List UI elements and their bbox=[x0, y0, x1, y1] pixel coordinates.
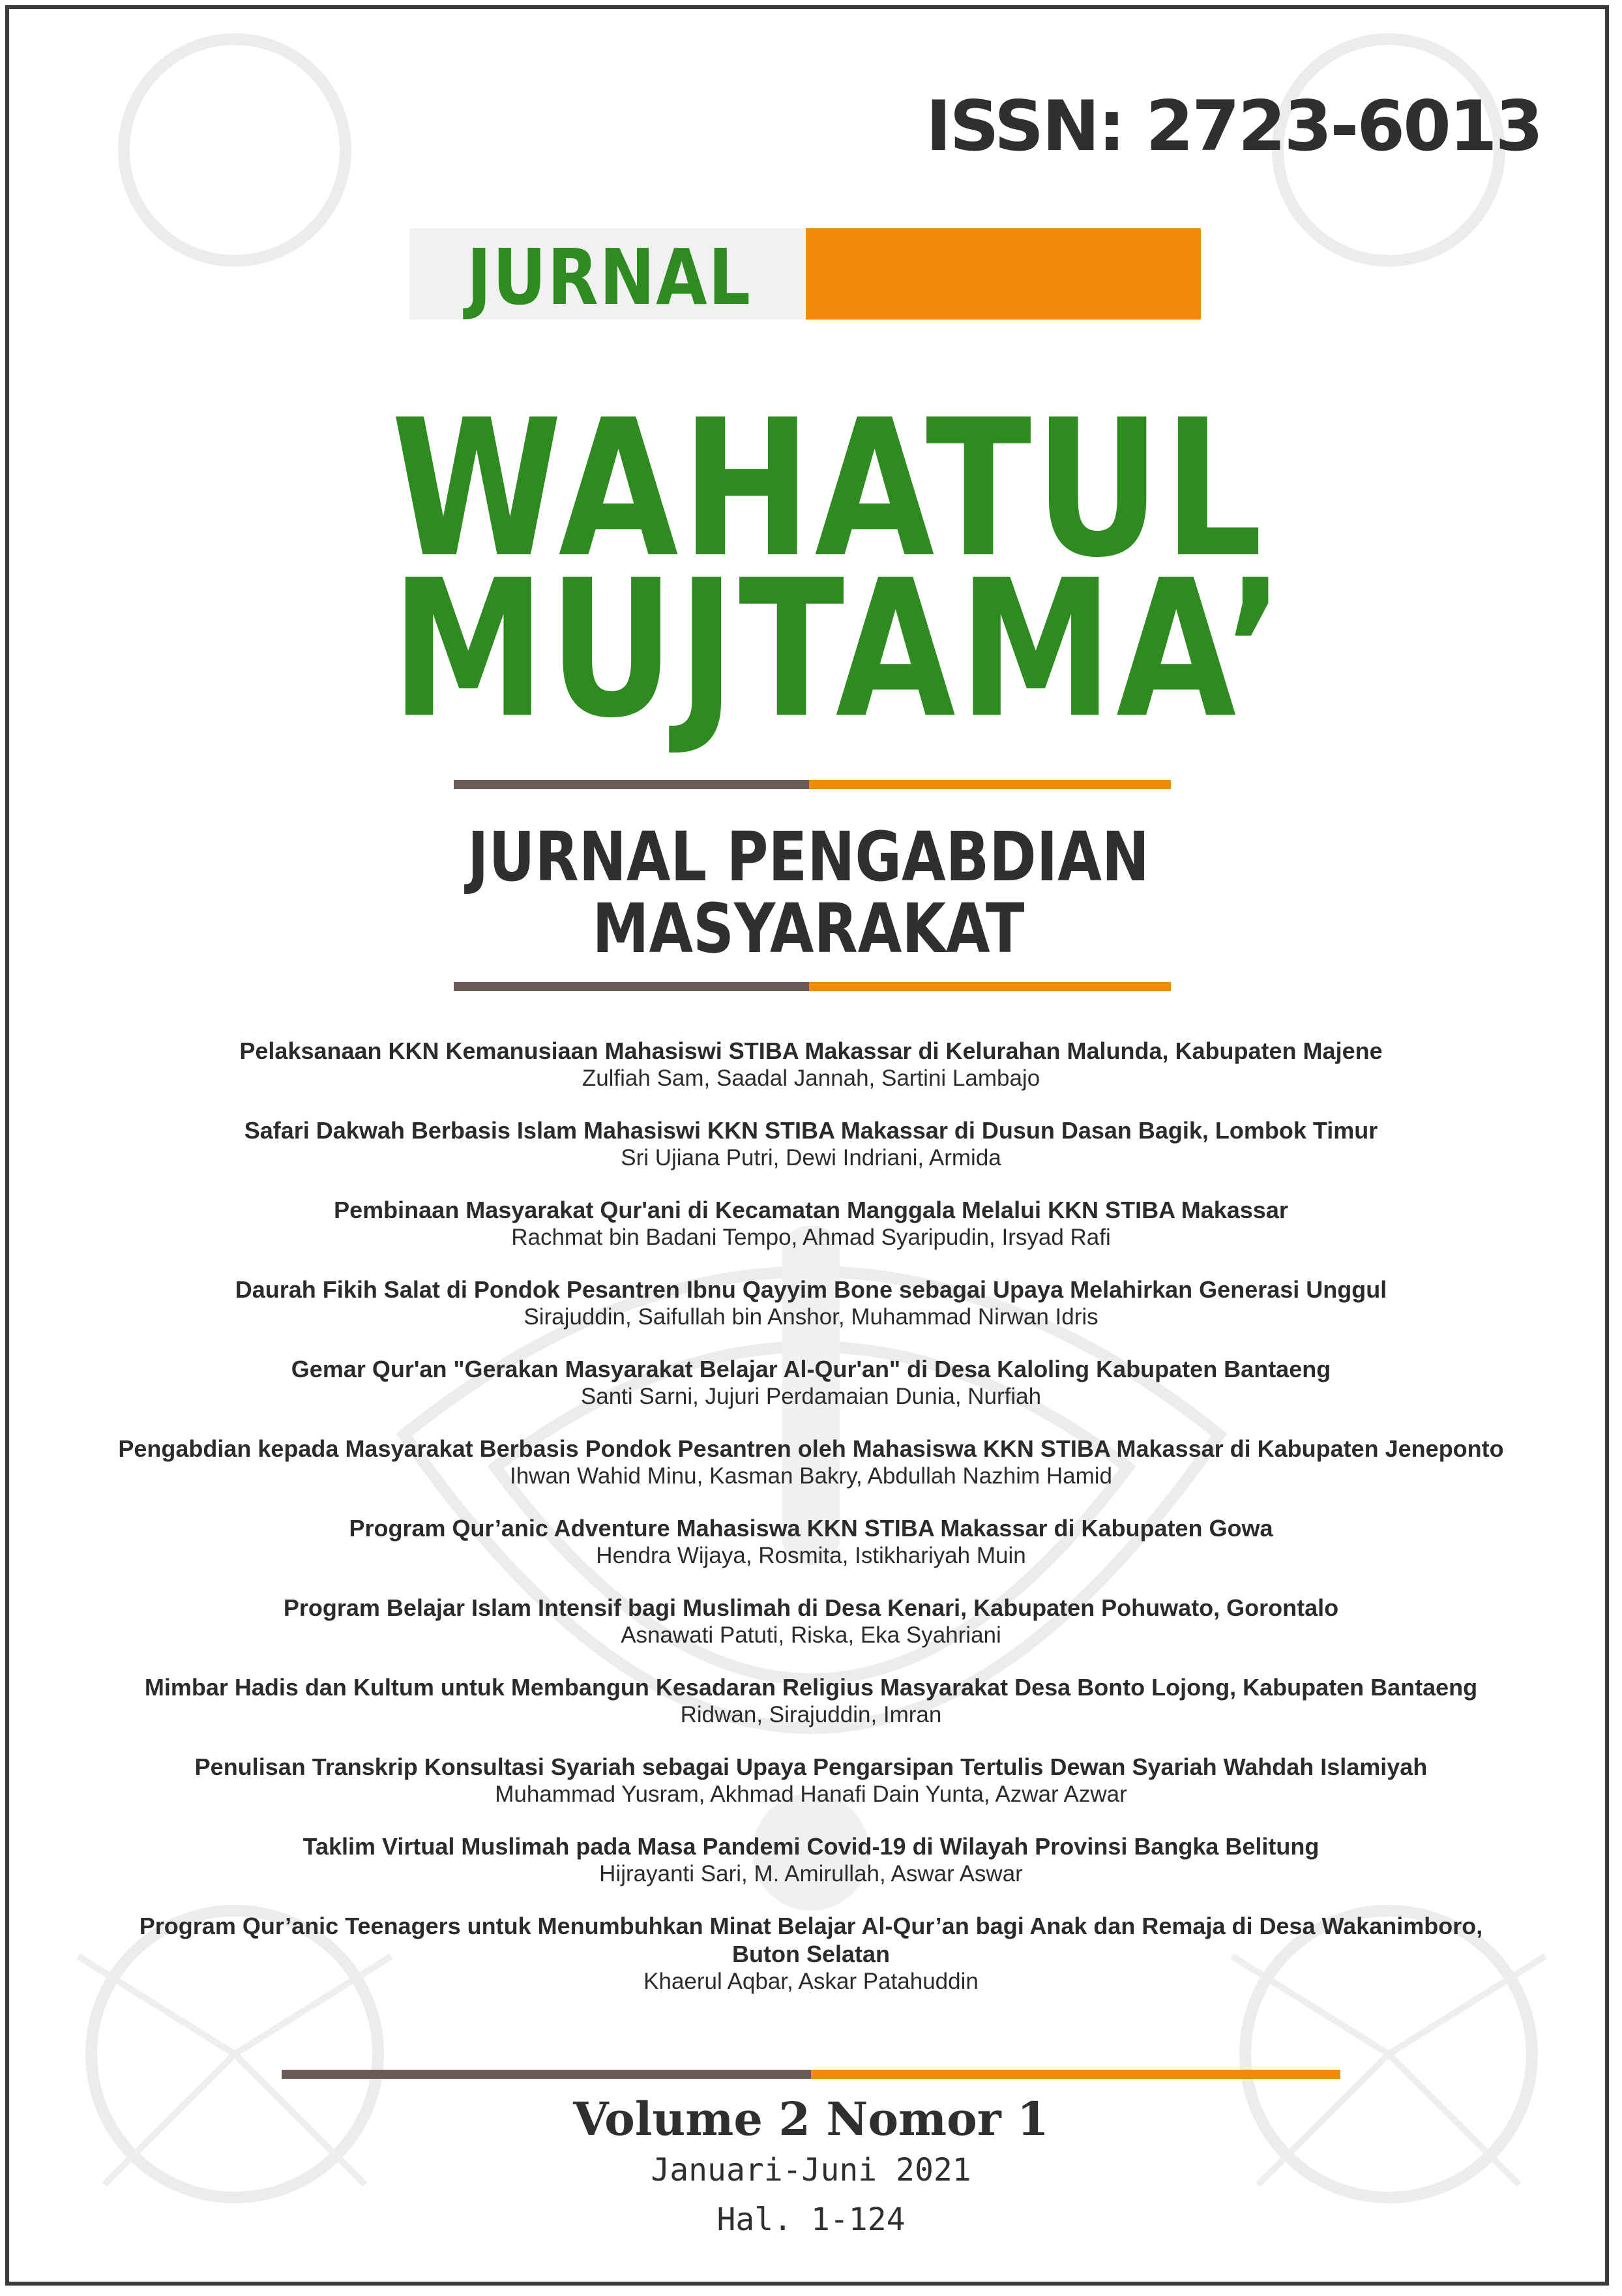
article-authors: Sri Ujiana Putri, Dewi Indriani, Armida bbox=[621, 1145, 1001, 1170]
article-authors: Ihwan Wahid Minu, Kasman Bakry, Abdullah Nazhim Hamid bbox=[509, 1463, 1112, 1489]
journal-title-line2: MUJTAMA’ bbox=[391, 540, 1288, 760]
article-list bbox=[39, 1037, 1583, 2020]
article-authors: Sirajuddin, Saifullah bin Anshor, Muhammad Nirwan Idris bbox=[523, 1304, 1099, 1330]
article-authors: Asnawati Patuti, Riska, Eka Syahriani bbox=[621, 1622, 1001, 1648]
article-authors: Khaerul Aqbar, Askar Patahuddin bbox=[643, 1969, 979, 1994]
subtitle-line1: JURNAL PENGABDIAN bbox=[467, 817, 1149, 897]
issue-period: Januari-Juni 2021 bbox=[651, 2152, 971, 2188]
article-authors: Rachmat bin Badani Tempo, Ahmad Syaripudin, Irsyad Rafi bbox=[511, 1225, 1111, 1250]
subtitle-line2: MASYARAKAT bbox=[592, 889, 1025, 968]
article-entry bbox=[39, 1514, 1583, 1570]
article-entry bbox=[39, 1594, 1583, 1649]
article-authors: Santi Sarni, Jujuri Perdamaian Dunia, Nurfiah bbox=[580, 1384, 1042, 1409]
article-entry bbox=[39, 1912, 1583, 1995]
article-entry bbox=[39, 1673, 1583, 1729]
article-entry bbox=[39, 1116, 1583, 1172]
article-authors: Muhammad Yusram, Akhmad Hanafi Dain Yunta, Azwar Azwar bbox=[495, 1782, 1127, 1807]
article-title: Taklim Virtual Muslimah pada Masa Pandemi Covid-19 di Wilayah Provinsi Bangka Belitung bbox=[302, 1833, 1320, 1860]
article-entry bbox=[39, 1037, 1583, 1092]
article-authors: Hijrayanti Sari, M. Amirullah, Aswar Aswar bbox=[599, 1861, 1023, 1886]
article-entry bbox=[39, 1196, 1583, 1251]
divider-bottom bbox=[282, 2070, 1340, 2079]
divider-middle bbox=[454, 982, 1171, 991]
article-title: Pembinaan Masyarakat Qur'ani di Kecamatan Manggala Melalui KKN STIBA Makassar bbox=[334, 1197, 1288, 1223]
divider-top bbox=[454, 780, 1171, 789]
article-title: Program Belajar Islam Intensif bagi Muslimah di Desa Kenari, Kabupaten Pohuwato, Gorontalo bbox=[283, 1594, 1339, 1621]
issue-volume: Volume 2 Nomor 1 bbox=[573, 2092, 1049, 2146]
article-title: Daurah Fikih Salat di Pondok Pesantren Ibnu Qayyim Bone sebagai Upaya Melahirkan Generasi Unggul bbox=[235, 1276, 1387, 1303]
orange-accent-box bbox=[806, 228, 1201, 320]
article-title: Program Qur’anic Adventure Mahasiswa KKN STIBA Makassar di Kabupaten Gowa bbox=[349, 1515, 1273, 1542]
article-entry bbox=[39, 1435, 1583, 1490]
article-title: Safari Dakwah Berbasis Islam Mahasiswi KKN STIBA Makassar di Dusun Dasan Bagik, Lombok Timur bbox=[244, 1117, 1378, 1144]
article-authors: Ridwan, Sirajuddin, Imran bbox=[680, 1702, 942, 1727]
jurnal-label: JURNAL bbox=[467, 232, 752, 322]
article-title: Pelaksanaan KKN Kemanusiaan Mahasiswi STIBA Makassar di Kelurahan Malunda, Kabupaten Majene bbox=[239, 1037, 1383, 1064]
article-title: Penulisan Transkrip Konsultasi Syariah sebagai Upaya Pengarsipan Tertulis Dewan Syariah Wahdah Islamiyah bbox=[194, 1753, 1428, 1780]
article-authors: Hendra Wijaya, Rosmita, Istikhariyah Muin bbox=[596, 1543, 1026, 1568]
journal-title-line1: WAHATUL bbox=[391, 380, 1266, 599]
issn-number: ISSN: 2723-6013 bbox=[926, 86, 1542, 166]
article-entry bbox=[39, 1275, 1583, 1331]
article-title: Mimbar Hadis dan Kultum untuk Membangun Kesadaran Religius Masyarakat Desa Bonto Lojong, Kabupaten Bantaeng bbox=[144, 1674, 1478, 1701]
issue-pages: Hal. 1-124 bbox=[716, 2201, 906, 2238]
article-title: Gemar Qur'an "Gerakan Masyarakat Belajar Al-Qur'an" di Desa Kaloling Kabupaten Bantaeng bbox=[291, 1356, 1331, 1382]
article-entry bbox=[39, 1753, 1583, 1808]
article-authors: Zulfiah Sam, Saadal Jannah, Sartini Lambajo bbox=[582, 1066, 1040, 1091]
article-title: Program Qur’anic Teenagers untuk Menumbuhkan Minat Belajar Al-Qur’an bagi Anak dan Remaja di Desa Wakanimboro, Buton Selatan bbox=[139, 1913, 1483, 1967]
article-title: Pengabdian kepada Masyarakat Berbasis Pondok Pesantren oleh Mahasiswa KKN STIBA Makassar di Kabupaten Jeneponto bbox=[118, 1435, 1504, 1462]
article-entry bbox=[39, 1832, 1583, 1888]
article-entry bbox=[39, 1355, 1583, 1410]
